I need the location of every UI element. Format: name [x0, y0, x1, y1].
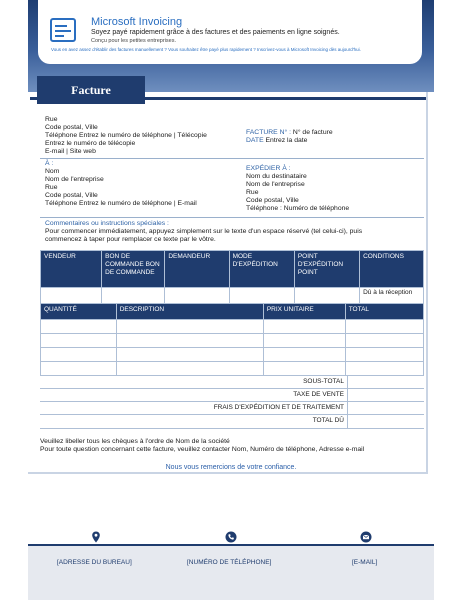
- sender-street[interactable]: Rue: [45, 116, 58, 123]
- header-requester: DEMANDEUR: [165, 251, 229, 288]
- sender-city[interactable]: Code postal, Ville: [45, 124, 98, 131]
- vendor-cell[interactable]: [41, 288, 102, 304]
- bill-to-city[interactable]: Code postal, Ville: [45, 192, 98, 199]
- order-info-table: [40, 250, 424, 304]
- invoice-title: Facture: [37, 76, 145, 104]
- invoice-date-label: DATE: [246, 137, 264, 144]
- shipping-label: FRAIS D'EXPÉDITION ET DE TRAITEMENT: [213, 404, 344, 411]
- table-row: [41, 362, 424, 376]
- sender-phone[interactable]: Téléphone Entrez le numéro de téléphone | Télécopie: [45, 132, 207, 139]
- purchase-order-cell[interactable]: [102, 288, 165, 304]
- header-quantity: QUANTITÉ: [41, 304, 117, 320]
- header-total: TOTAL: [345, 304, 423, 320]
- subtotal-row: [40, 375, 424, 389]
- invoice-number-label: FACTURE N° :: [246, 129, 292, 136]
- promo-title[interactable]: Microsoft Invoicing: [91, 16, 183, 28]
- promo-link[interactable]: Vous en avez assez d'établir des factures manuellement ? Vous souhaitez être payé plus rapidement ? Inscrivez-vous à Microsoft Invoicing dès aujourd'hui.: [51, 47, 361, 52]
- subtotal-label: SOUS-TOTAL: [303, 378, 344, 385]
- comments-text-line-1[interactable]: Pour commencer immédiatement, appuyez simplement sur le texte d'un espace réservé (tel celui-ci), puis: [45, 228, 363, 235]
- email-icon: [360, 531, 372, 543]
- bill-to-company[interactable]: Nom de l'entreprise: [45, 176, 104, 183]
- header-unit-price: PRIX UNITAIRE: [263, 304, 345, 320]
- contact-note[interactable]: Pour toute question concernant cette facture, veuillez contacter Nom, Numéro de téléphone, Adresse e-mail: [40, 446, 365, 453]
- shipping-point-cell[interactable]: [294, 288, 359, 304]
- location-pin-icon: [90, 531, 102, 543]
- table-row: [41, 348, 424, 362]
- comments-text-line-2[interactable]: commencez à taper pour remplacer ce texte par le vôtre.: [45, 236, 216, 243]
- header-conditions: CONDITIONS: [360, 251, 424, 288]
- phone-icon: [225, 531, 237, 543]
- ship-to-street[interactable]: Rue: [246, 189, 259, 196]
- ship-to-phone[interactable]: Téléphone : Numéro de téléphone: [246, 205, 350, 212]
- table-row: [41, 334, 424, 348]
- items-table: [40, 303, 424, 376]
- bill-to-phone[interactable]: Téléphone Entrez le numéro de téléphone | E-mail: [45, 200, 197, 207]
- ship-to-city[interactable]: Code postal, Ville: [246, 197, 299, 204]
- divider: [40, 217, 424, 218]
- invoice-logo-icon: [50, 18, 76, 42]
- promo-subtitle: Soyez payé rapidement grâce à des factures et des paiements en ligne soignés.: [91, 29, 340, 36]
- footer: [28, 544, 434, 600]
- header-shipping-method: MODE D'EXPÉDITION: [229, 251, 294, 288]
- ship-to-company[interactable]: Nom de l'entreprise: [246, 181, 305, 188]
- header-shipping-point: POINT D'EXPÉDITION POINT: [294, 251, 359, 288]
- footer-phone[interactable]: [NUMÉRO DE TÉLÉPHONE]: [187, 559, 272, 566]
- conditions-cell[interactable]: Dû à la réception: [360, 288, 424, 304]
- sender-email[interactable]: E-mail | Site web: [45, 148, 96, 155]
- ship-to-name[interactable]: Nom du destinataire: [246, 173, 307, 180]
- header-purchase-order: BON DE COMMANDE BON DE COMMANDE: [102, 251, 165, 288]
- requester-cell[interactable]: [165, 288, 229, 304]
- total-label: TOTAL DÛ: [312, 417, 344, 424]
- footer-divider: [28, 544, 434, 546]
- thank-you-message: Nous vous remercions de votre confiance.: [165, 464, 297, 471]
- invoice-number-value[interactable]: N° de facture: [292, 129, 333, 136]
- bill-to-name[interactable]: Nom: [45, 168, 60, 175]
- ship-to-label: EXPÉDIER À :: [246, 165, 291, 172]
- promo-tagline: Conçu pour les petites entreprises.: [91, 38, 176, 44]
- total-row: [40, 414, 424, 429]
- shipping-row: [40, 401, 424, 415]
- tax-label: TAXE DE VENTE: [293, 391, 344, 398]
- footer-address[interactable]: [ADRESSE DU BUREAU]: [57, 559, 132, 566]
- sender-fax[interactable]: Entrez le numéro de télécopie: [45, 140, 136, 147]
- tax-row: [40, 388, 424, 402]
- header-description: DESCRIPTION: [116, 304, 263, 320]
- total-value[interactable]: [347, 415, 424, 428]
- bill-to-label: À :: [45, 160, 54, 167]
- invoice-date-value[interactable]: Entrez la date: [265, 137, 308, 144]
- comments-label: Commentaires ou instructions spéciales :: [45, 220, 169, 227]
- table-row: [41, 320, 424, 334]
- header-vendor: VENDEUR: [41, 251, 102, 288]
- bill-to-street[interactable]: Rue: [45, 184, 58, 191]
- invoice-date: [246, 137, 307, 146]
- footer-email[interactable]: [E-MAIL]: [352, 559, 378, 566]
- divider: [40, 158, 424, 159]
- payment-note[interactable]: Veuillez libeller tous les chèques à l'ordre de Nom de la société: [40, 438, 230, 445]
- shipping-method-cell[interactable]: [229, 288, 294, 304]
